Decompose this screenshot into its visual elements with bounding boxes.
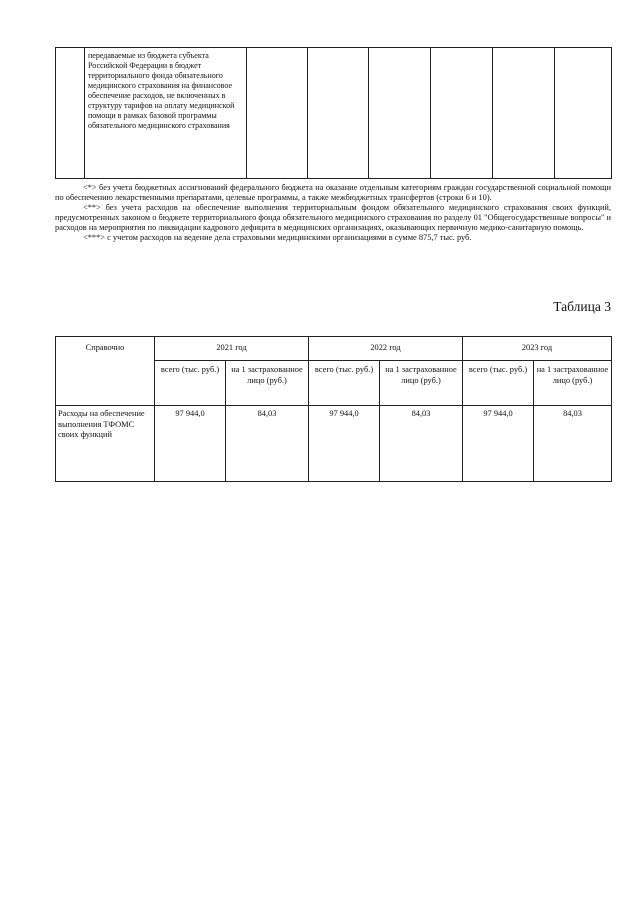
expenses-table-fragment (55, 47, 612, 179)
header-year-2022: 2022 год (309, 337, 463, 361)
subheader-per-person: на 1 застрахованное лицо (руб.) (380, 361, 463, 406)
value-cell: 97 944,0 (309, 406, 380, 482)
value-cell: 97 944,0 (463, 406, 534, 482)
table-cell (247, 48, 308, 179)
table-cell (431, 48, 493, 179)
value-cell: 84,03 (226, 406, 309, 482)
value-cell: 84,03 (380, 406, 463, 482)
footnote-2: <**> без учета расходов на обеспечение выполнения территориальным фондом обязательного медицинского страхования своих функций, предусмотренных законом о бюджете территориального фонда обязательного медицинского страхования по разделу 01 "Общегосударственные вопросы" и расходов на мероприятия по ликвидации кадрового дефицита в медицинских организациях, оказывающих первичную медико-санитарную помощь. (55, 203, 611, 233)
value-cell: 97 944,0 (155, 406, 226, 482)
row-label: Расходы на обеспечение выполнения ТФОМС своих функций (56, 406, 155, 482)
header-reference: Справочно (56, 337, 155, 406)
subheader-total: всего (тыс. руб.) (309, 361, 380, 406)
table-cell (493, 48, 555, 179)
table-row (56, 48, 612, 179)
footnotes (55, 183, 611, 244)
subheader-per-person: на 1 застрахованное лицо (руб.) (534, 361, 612, 406)
subheader-total: всего (тыс. руб.) (155, 361, 226, 406)
table-header-row (56, 337, 612, 361)
table-caption: Таблица 3 (553, 299, 611, 314)
value-cell: 84,03 (534, 406, 612, 482)
reference-table (55, 336, 612, 482)
footnote-3: <***> с учетом расходов на ведение дела страховыми медицинскими организациями в сумме 875,7 тыс. руб. (83, 233, 472, 243)
table-cell (369, 48, 431, 179)
subheader-per-person: на 1 застрахованное лицо (руб.) (226, 361, 309, 406)
subheader-total: всего (тыс. руб.) (463, 361, 534, 406)
table-cell (555, 48, 612, 179)
table-cell-description (85, 48, 247, 179)
header-year-2023: 2023 год (463, 337, 612, 361)
footnote-1: <*> без учета бюджетных ассигнований федерального бюджета на оказание отдельным категориям граждан государственной социальной помощи по обеспечению лекарственными препаратами, целевые программы, а также межбюджетных трансфертов (строки 6 и 10). (55, 183, 611, 203)
row-description: передаваемые из бюджета субъекта Российской Федерации в бюджет территориального фонда обязательного медицинского страхования на финансовое обеспечение расходов, не включенных в структуру тарифов на оплату медицинской помощи в рамках базовой программы обязательного медицинского страхования (88, 51, 235, 130)
table-row (56, 406, 612, 482)
header-year-2021: 2021 год (155, 337, 309, 361)
table-cell-number (56, 48, 85, 179)
table-cell (308, 48, 369, 179)
